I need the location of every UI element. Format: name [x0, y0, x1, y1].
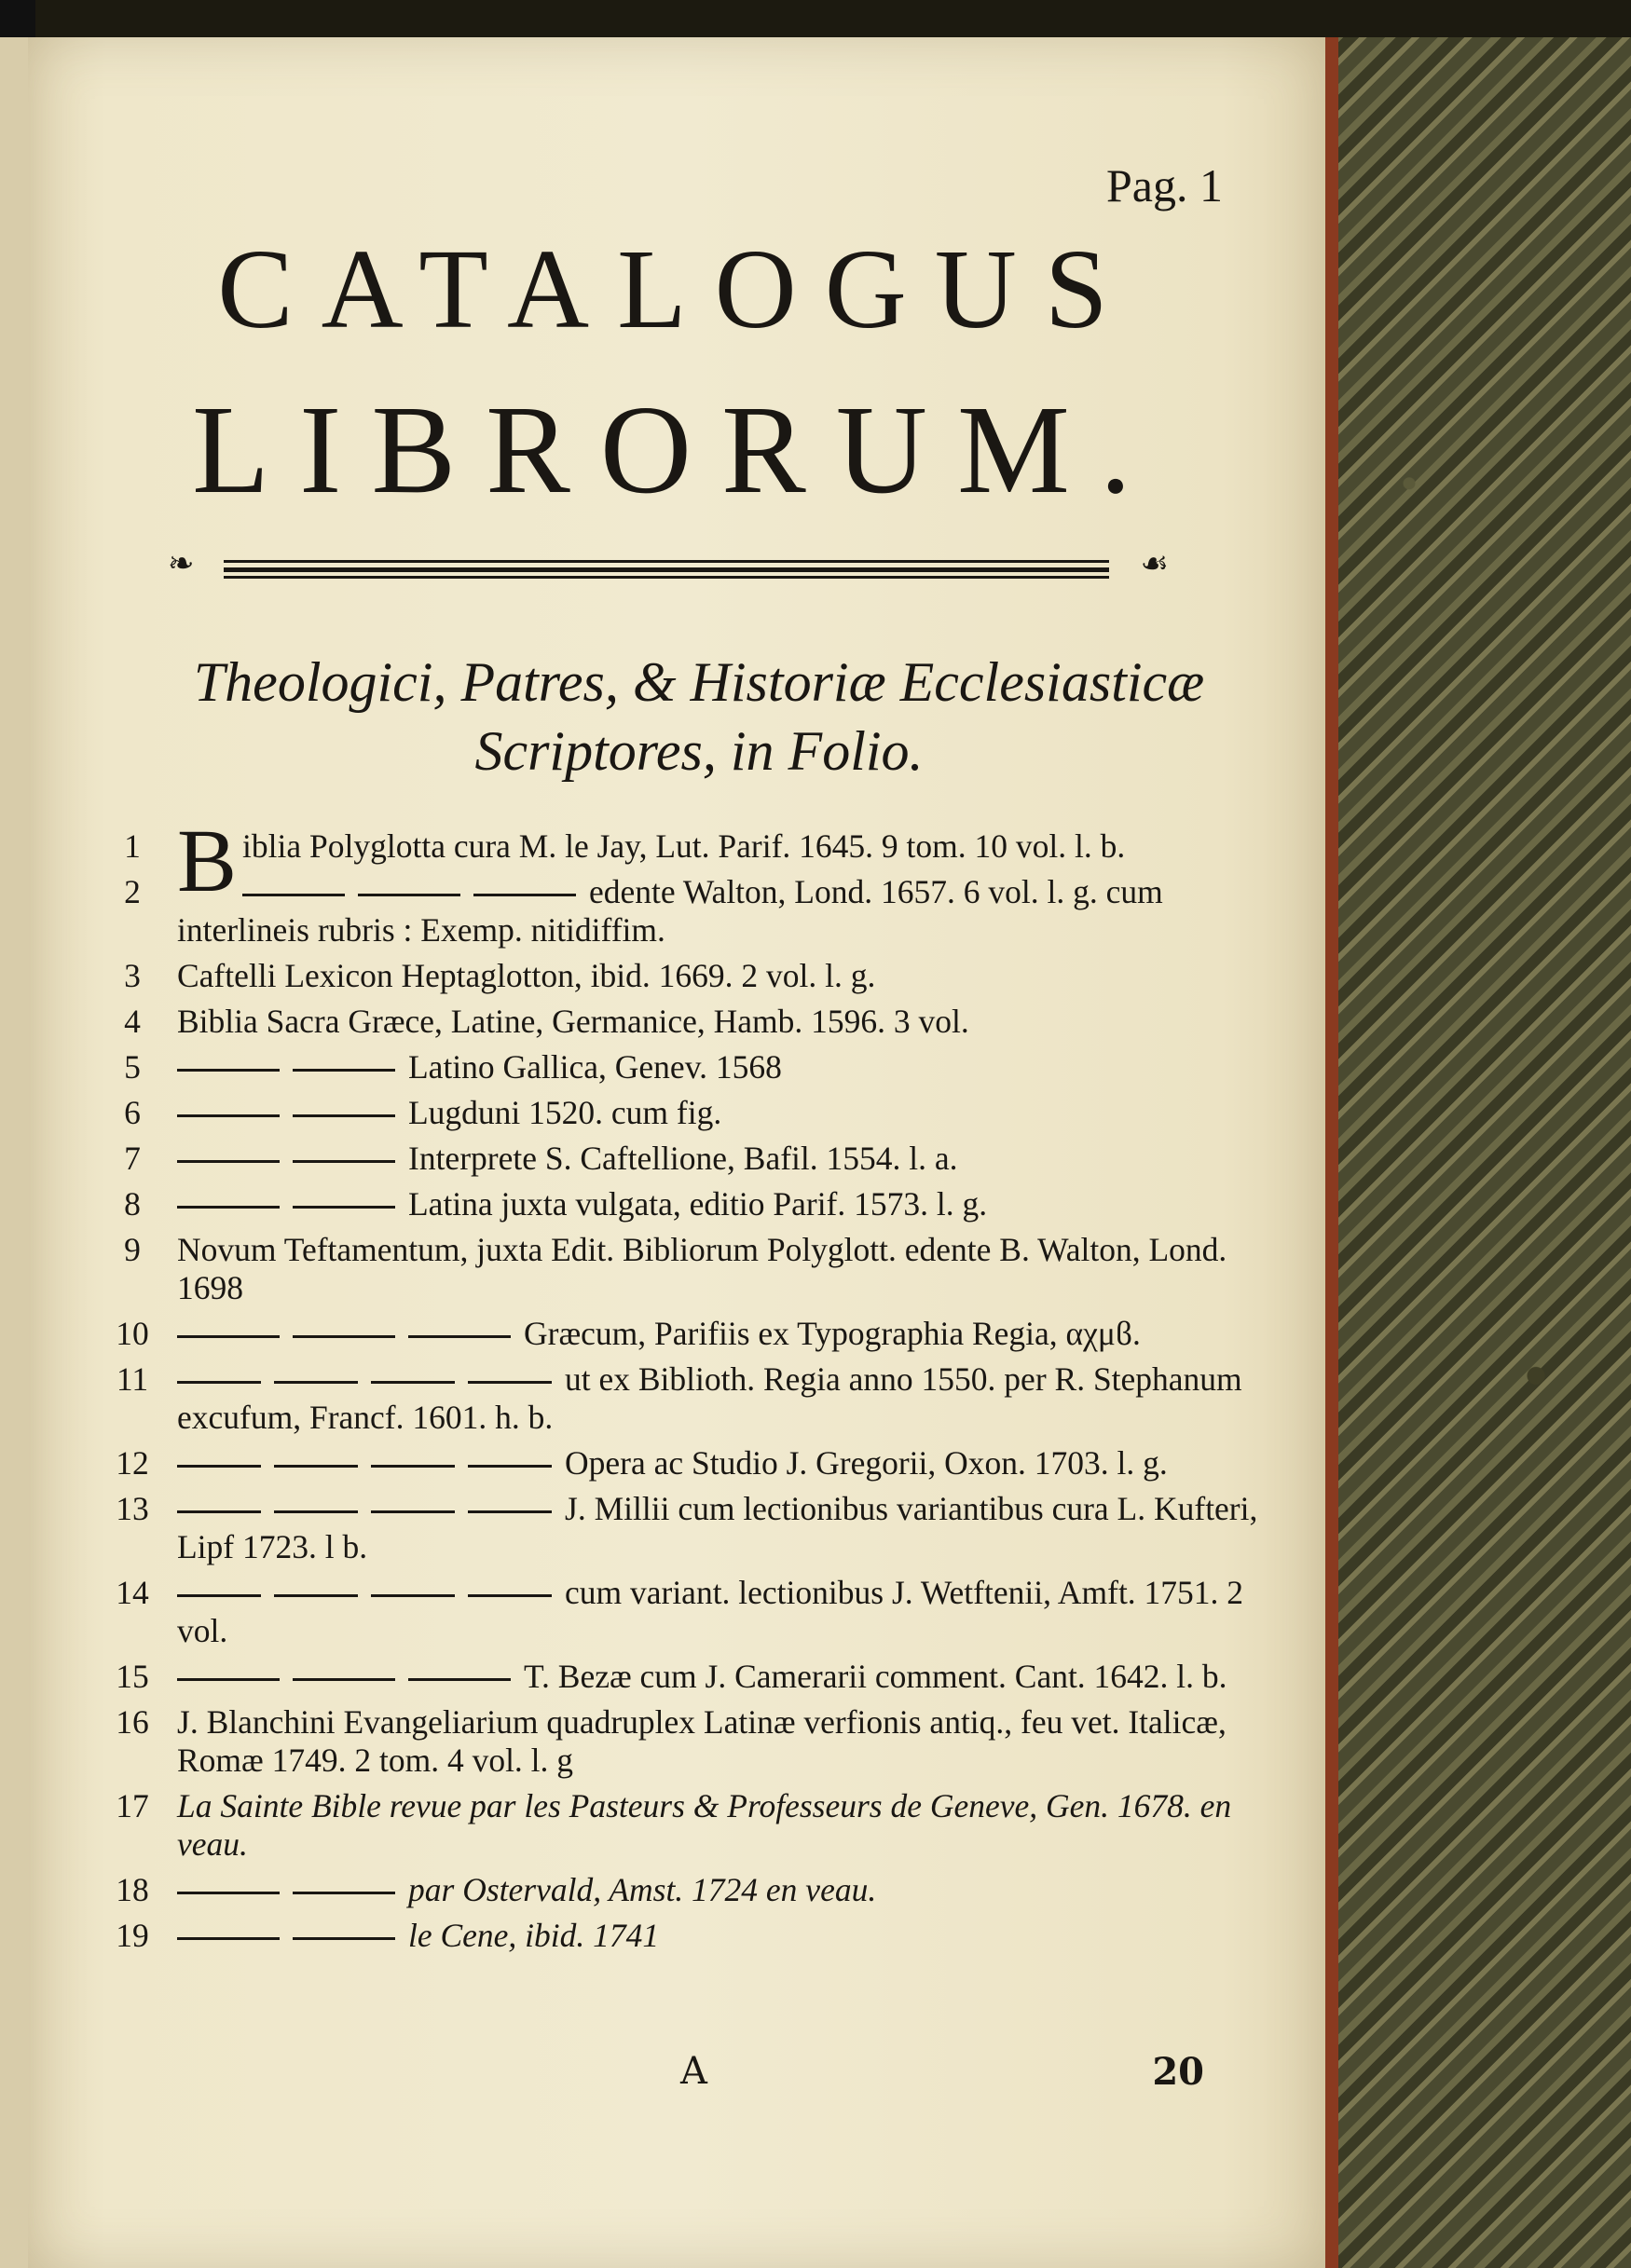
- entry-description: iblia Polyglotta cura M. le Jay, Lut. Parif. 1645. 9 tom. 10 vol. l. b.: [242, 827, 1126, 865]
- ditto-dash: [293, 1160, 395, 1163]
- catalog-entry: [112, 1094, 1258, 1132]
- entry-description: le Cene, ibid. 1741: [408, 1917, 660, 1954]
- ditto-dash: [177, 1069, 280, 1072]
- entry-description: T. Bezæ cum J. Camerarii comment. Cant. 1642. l. b.: [524, 1658, 1227, 1695]
- entry-text: [177, 957, 1258, 995]
- entry-number: 3: [124, 957, 141, 994]
- ditto-dash: [177, 1937, 280, 1940]
- entry-number: 14: [116, 1574, 149, 1611]
- catalog-entry: [112, 1231, 1258, 1307]
- entry-description: cum variant. lectionibus J. Wetftenii, Amft. 1751. 2 vol.: [177, 1574, 1244, 1649]
- entry-text: [177, 1444, 1258, 1482]
- entry-description: Caftelli Lexicon Heptaglotton, ibid. 1669. 2 vol. l. g.: [177, 957, 876, 994]
- entry-description: Novum Teftamentum, juxta Edit. Bibliorum Polyglott. edente B. Walton, Lond. 1698: [177, 1231, 1227, 1306]
- entry-text: [177, 1787, 1258, 1864]
- entry-text: [177, 1048, 1258, 1086]
- entry-description: Biblia Sacra Græce, Latine, Germanice, Hamb. 1596. 3 vol.: [177, 1003, 969, 1040]
- ditto-dash: [274, 1510, 358, 1513]
- ditto-dash: [177, 1335, 280, 1338]
- entry-text: [177, 1871, 1258, 1909]
- title-line-1: CATALOGUS: [217, 226, 1136, 352]
- heading-line-1: Theologici, Patres, & Historiæ Ecclesiasticæ: [193, 651, 1205, 713]
- entry-text: [177, 1185, 1258, 1223]
- ditto-dash: [293, 1678, 395, 1681]
- ditto-dash: [408, 1678, 511, 1681]
- entry-description: edente Walton, Lond. 1657. 6 vol. l. g. cum interlineis rubris : Exemp. nitidiffim.: [177, 873, 1163, 949]
- entry-text: [177, 1917, 1258, 1955]
- entry-description: J. Blanchini Evangeliarium quadruplex Latinæ verfionis antiq., feu vet. Italicæ, Romæ 1749. 2 tom. 4 vol. l. g: [177, 1703, 1227, 1779]
- entry-number: 19: [116, 1917, 149, 1954]
- catalog-entry: [112, 1048, 1258, 1086]
- ditto-dash: [177, 1114, 280, 1117]
- ditto-dash: [177, 1594, 261, 1597]
- entry-number: 18: [116, 1871, 149, 1908]
- ornament-left-icon: ❧: [168, 545, 195, 582]
- entry-description: La Sainte Bible revue par les Pasteurs & Professeurs de Geneve, Gen. 1678. en veau.: [177, 1787, 1232, 1863]
- entry-text: [177, 1490, 1258, 1566]
- ditto-dash: [293, 1892, 395, 1894]
- entry-text: [177, 1315, 1258, 1353]
- entry-description: Latino Gallica, Genev. 1568: [408, 1048, 782, 1086]
- entry-description: ut ex Biblioth. Regia anno 1550. per R. Stephanum excufum, Francf. 1601. h. b.: [177, 1360, 1242, 1436]
- entry-number: 15: [116, 1658, 149, 1695]
- ditto-dash: [177, 1160, 280, 1163]
- entry-text: [177, 1703, 1258, 1780]
- ditto-dash: [274, 1594, 358, 1597]
- entry-number: 4: [124, 1003, 141, 1040]
- catalog-entries: [112, 811, 1258, 1962]
- ditto-dash: [293, 1206, 395, 1209]
- entry-description: Græcum, Parifiis ex Typographia Regia, αχμϐ.: [524, 1315, 1141, 1352]
- ditto-dash: [274, 1381, 358, 1384]
- catalog-entry: [112, 1360, 1258, 1437]
- entry-description: Lugduni 1520. cum fig.: [408, 1094, 722, 1131]
- ditto-dash: [358, 894, 460, 896]
- entry-text: [177, 1360, 1258, 1437]
- drop-cap: B: [177, 811, 238, 910]
- decorative-rule: [168, 545, 1169, 582]
- heading-line-2: Scriptores, in Folio.: [474, 720, 924, 782]
- entry-description: Latina juxta vulgata, editio Parif. 1573. l. g.: [408, 1185, 988, 1223]
- ditto-dash: [293, 1937, 395, 1940]
- section-heading: [140, 648, 1258, 786]
- ditto-dash: [468, 1381, 552, 1384]
- entry-number: 1: [124, 827, 141, 865]
- catalog-entry: [112, 1003, 1258, 1041]
- title-line-2: LIBRORUM.: [192, 380, 1161, 520]
- catalog-entry: [112, 957, 1258, 995]
- entry-text: [177, 1658, 1258, 1696]
- catalog-entry: [112, 1490, 1258, 1566]
- ditto-dash: [177, 1465, 261, 1468]
- ditto-dash: [473, 894, 576, 896]
- entry-description: Opera ac Studio J. Gregorii, Oxon. 1703. l. g.: [565, 1444, 1168, 1482]
- catalog-entry: [112, 873, 1258, 950]
- ditto-dash: [293, 1335, 395, 1338]
- ditto-dash: [274, 1465, 358, 1468]
- catalog-entry: [112, 1444, 1258, 1482]
- ditto-dash: [293, 1114, 395, 1117]
- catalog-entry: [112, 811, 1258, 910]
- catalog-entry: [112, 1140, 1258, 1178]
- entry-text: [177, 1231, 1258, 1307]
- ditto-dash: [371, 1594, 455, 1597]
- page-number: Pag. 1: [1106, 159, 1223, 212]
- entry-text: [177, 811, 1258, 910]
- entry-description: Interprete S. Caftellione, Bafil. 1554. l. a.: [408, 1140, 958, 1177]
- entry-number: 11: [116, 1360, 149, 1398]
- entry-number: 2: [124, 873, 141, 910]
- entry-description: J. Millii cum lectionibus variantibus cura L. Kufteri, Lipf 1723. l b.: [177, 1490, 1258, 1565]
- ditto-dash: [293, 1069, 395, 1072]
- entry-number: 10: [116, 1315, 149, 1352]
- entry-number: 8: [124, 1185, 141, 1223]
- ditto-dash: [371, 1381, 455, 1384]
- book-page: [28, 37, 1325, 2268]
- ditto-dash: [468, 1510, 552, 1513]
- ditto-dash: [177, 1206, 280, 1209]
- catalog-entry: [112, 1658, 1258, 1696]
- ditto-dash: [177, 1381, 261, 1384]
- ditto-dash: [177, 1510, 261, 1513]
- entry-number: 16: [116, 1703, 149, 1741]
- catchword: 20: [1152, 2050, 1204, 2094]
- entry-text: [177, 1574, 1258, 1650]
- facing-page-edge: [0, 37, 30, 2268]
- entry-text: [177, 1094, 1258, 1132]
- entry-number: 9: [124, 1231, 141, 1268]
- ditto-dash: [408, 1335, 511, 1338]
- catalog-entry: [112, 1315, 1258, 1353]
- entry-text: [177, 1003, 1258, 1041]
- ditto-dash: [371, 1465, 455, 1468]
- entry-number: 12: [116, 1444, 149, 1482]
- catalog-entry: [112, 1703, 1258, 1780]
- ditto-dash: [468, 1594, 552, 1597]
- ditto-dash: [242, 894, 345, 896]
- catalog-entry: [112, 1917, 1258, 1955]
- entry-number: 7: [124, 1140, 141, 1177]
- ditto-dash: [468, 1465, 552, 1468]
- entry-number: 6: [124, 1094, 141, 1131]
- book-cover-board: [1314, 37, 1631, 2268]
- catalog-entry: [112, 1574, 1258, 1650]
- entry-text: [177, 873, 1258, 950]
- ditto-dash: [177, 1892, 280, 1894]
- catalog-entry: [112, 1787, 1258, 1864]
- ditto-dash: [177, 1678, 280, 1681]
- entry-description: par Ostervald, Amst. 1724 en veau.: [408, 1871, 877, 1908]
- catalog-entry: [112, 1185, 1258, 1223]
- entry-number: 17: [116, 1787, 149, 1824]
- catalog-entry: [112, 1871, 1258, 1909]
- signature-mark: A: [680, 2050, 707, 2093]
- ornament-right-icon: ☙: [1140, 545, 1169, 582]
- entry-number: 13: [116, 1490, 149, 1527]
- entry-text: [177, 1140, 1258, 1178]
- entry-number: 5: [124, 1048, 141, 1086]
- ditto-dash: [371, 1510, 455, 1513]
